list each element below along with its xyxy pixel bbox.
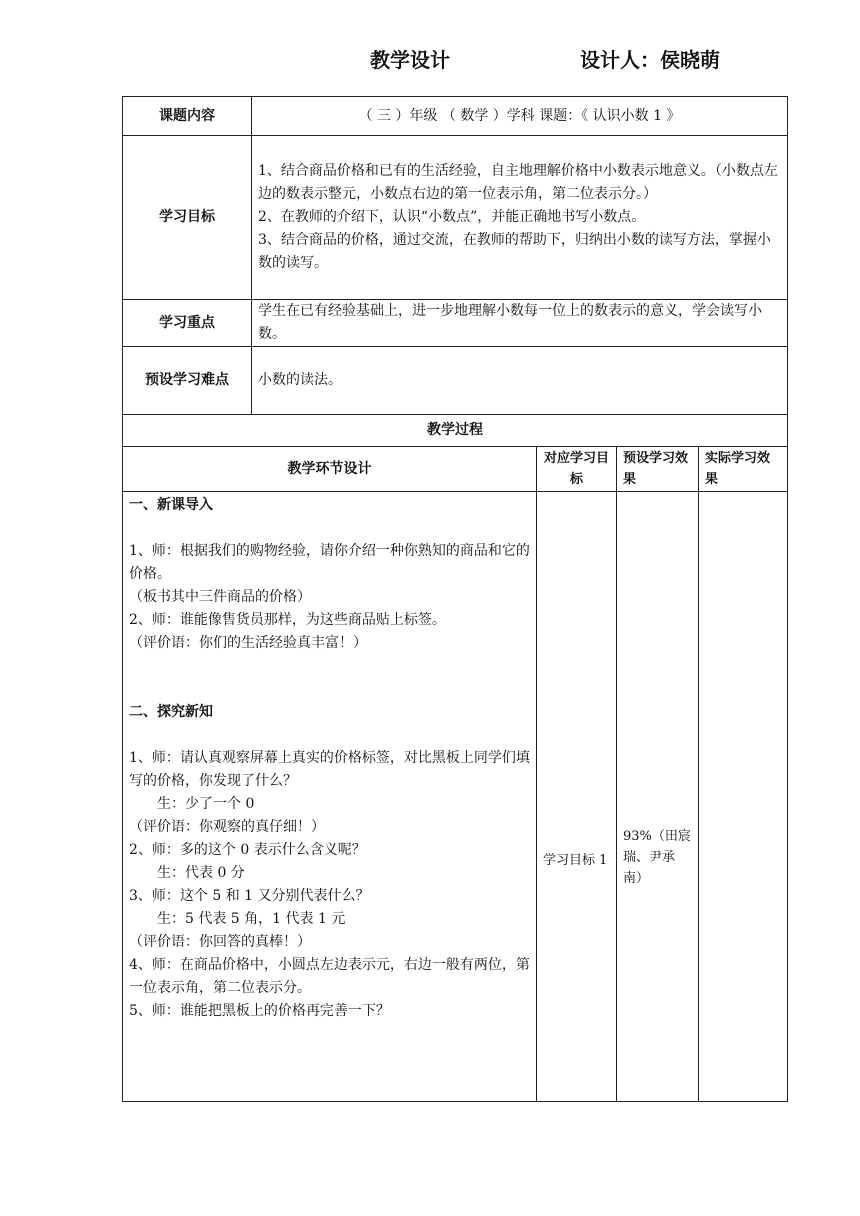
actual-effect — [699, 492, 788, 1102]
process-title: 教学过程 — [123, 415, 788, 447]
process-header-row — [123, 447, 788, 492]
column-header-expected: 预设学习效果 — [617, 447, 699, 492]
objective-item: 2、在教师的介绍下，认识“小数点”，并能正确地书写小数点。 — [258, 209, 646, 225]
difficulty-label: 预设学习难点 — [123, 347, 252, 415]
objective-item: 1、结合商品价格和已有的生活经验，自主地理解价格中小数表示地意义。（小数点左边的数表示整元，小数点右边的第一位表示角，第二位表示分。） — [258, 163, 778, 202]
key-points-label: 学习重点 — [123, 300, 252, 347]
topic-value: （ 三 ）年级 （ 数学 ）学科 课题：《 认识小数 1 》 — [252, 97, 788, 136]
column-header-actual: 实际学习效果 — [699, 447, 788, 492]
student-answer: 生：5 代表 5 角，1 代表 1 元 — [157, 911, 346, 927]
step-line: 3、师：这个 5 和 1 又分别代表什么？ — [129, 888, 370, 904]
objectives-row — [123, 136, 788, 300]
expected-effect: 93%（田宸瑞、尹承南） — [617, 492, 699, 1102]
objectives-value — [252, 136, 788, 300]
section-heading: 一、新课导入 — [129, 497, 213, 513]
column-header-objective: 对应学习目标 — [537, 447, 617, 492]
topic-row — [123, 97, 788, 136]
step-line: 2、师：多的这个 0 表示什么含义呢？ — [129, 842, 366, 858]
step-line: 1、师：请认真观察屏幕上真实的价格标签，对比黑板上同学们填写的价格，你发现了什么？ — [129, 750, 530, 789]
step-line: 1、师：根据我们的购物经验，请你介绍一种你熟知的商品和它的价格。 — [129, 543, 530, 582]
step-line: （评价语：你观察的真仔细！） — [129, 819, 325, 835]
key-points-value: 学生在已有经验基础上，进一步地理解小数每一位上的数表示的意义，学会读写小数。 — [252, 300, 788, 347]
student-answer: 生：代表 0 分 — [157, 865, 245, 881]
process-content-row — [123, 492, 788, 1102]
process-title-row — [123, 415, 788, 447]
page-header — [0, 44, 860, 76]
student-answer: 生：少了一个 0 — [157, 796, 255, 812]
step-line: （评价语：你回答的真棒！） — [129, 934, 311, 950]
step-line: 5、师：谁能把黑板上的价格再完善一下？ — [129, 1003, 390, 1019]
designer-name: 设计人：侯晓萌 — [580, 48, 720, 72]
difficulty-value: 小数的读法。 — [252, 347, 788, 415]
objective-item: 3、结合商品的价格，通过交流，在教师的帮助下，归纳出小数的读写方法，掌握小数的读写。 — [258, 232, 771, 271]
step-line: 2、师：谁能像售货员那样，为这些商品贴上标签。 — [129, 612, 446, 628]
difficulty-row — [123, 347, 788, 415]
key-points-row — [123, 300, 788, 347]
step-line: （评价语：你们的生活经验真丰富！） — [129, 635, 367, 651]
section-heading: 二、探究新知 — [129, 704, 213, 720]
topic-label: 课题内容 — [123, 97, 252, 136]
teaching-steps — [123, 492, 537, 1102]
column-header-design: 教学环节设计 — [123, 447, 537, 492]
objectives-label: 学习目标 — [123, 136, 252, 300]
document-title: 教学设计 — [370, 48, 450, 72]
step-line: （板书其中三件商品的价格） — [129, 589, 311, 605]
lesson-plan-table — [122, 96, 788, 1102]
step-line: 4、师：在商品价格中，小圆点左边表示元，右边一般有两位，第一位表示角，第二位表示分。 — [129, 957, 530, 996]
objective-reference: 学习目标 1 — [537, 492, 617, 1102]
